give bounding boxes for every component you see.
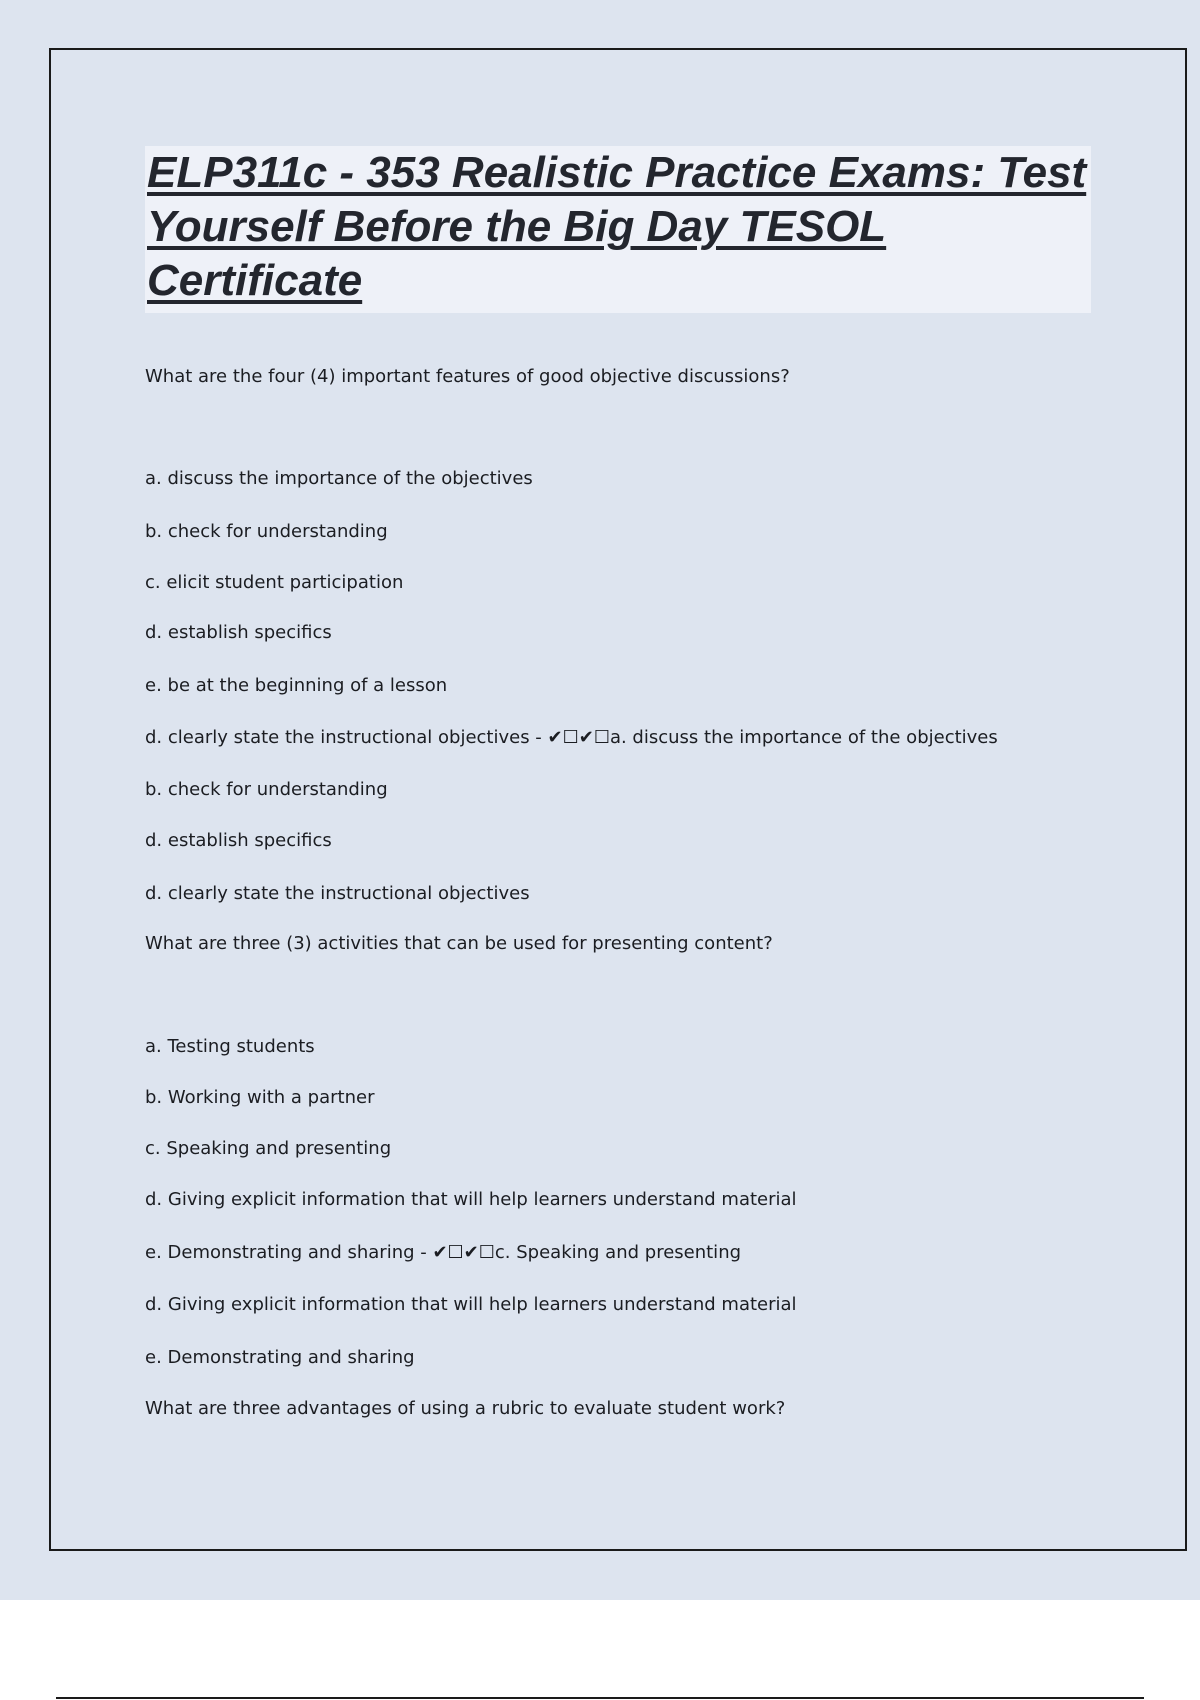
question-line: What are the four (4) important features of good objective discussions? <box>145 366 790 387</box>
answer-line: a. Testing students <box>145 1036 315 1057</box>
answer-line: b. check for understanding <box>145 521 388 542</box>
question-line: What are three (3) activities that can be used for presenting content? <box>145 933 773 954</box>
answer-line: b. check for understanding <box>145 779 388 800</box>
answer-key-line: d. clearly state the instructional objectives - ✔☐✔☐a. discuss the importance of the objectives <box>145 727 998 748</box>
answer-line: b. Working with a partner <box>145 1087 375 1108</box>
question-line: What are three advantages of using a rubric to evaluate student work? <box>145 1398 786 1419</box>
answer-key-line: e. Demonstrating and sharing - ✔☐✔☐c. Speaking and presenting <box>145 1242 742 1263</box>
answer-line: d. Giving explicit information that will help learners understand material <box>145 1294 797 1315</box>
answer-line: d. Giving explicit information that will help learners understand material <box>145 1189 797 1210</box>
footer-rule <box>56 1697 1144 1699</box>
answer-line: c. Speaking and presenting <box>145 1138 392 1159</box>
answer-line: a. discuss the importance of the objectives <box>145 468 533 489</box>
answer-line: e. be at the beginning of a lesson <box>145 675 448 696</box>
answer-line: d. establish specifics <box>145 622 332 643</box>
answer-line: d. clearly state the instructional objectives <box>145 883 530 904</box>
answer-line: d. establish specifics <box>145 830 332 851</box>
answer-line: c. elicit student participation <box>145 572 404 593</box>
document-title: ELP311c - 353 Realistic Practice Exams: Test Yourself Before the Big Day TESOL Certificate <box>147 148 1087 305</box>
answer-line: e. Demonstrating and sharing <box>145 1347 415 1368</box>
